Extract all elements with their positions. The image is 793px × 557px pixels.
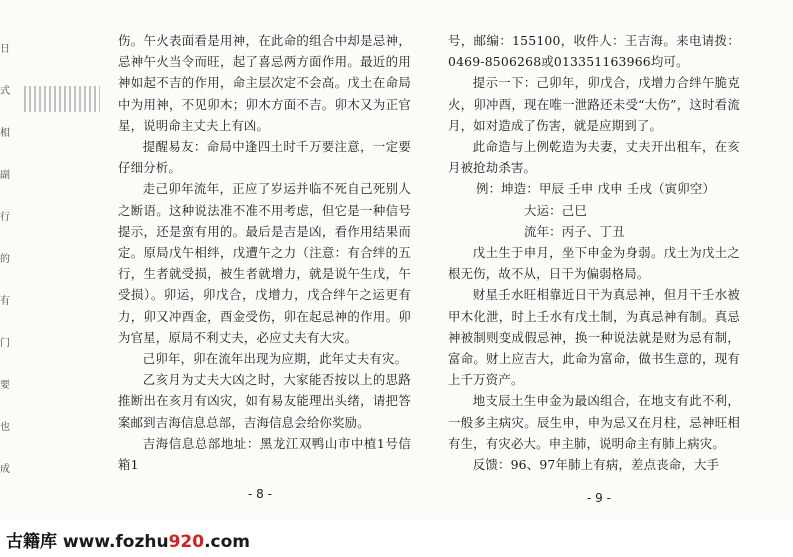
scan-smudge bbox=[24, 86, 100, 112]
gutter-char: 门 bbox=[0, 338, 10, 349]
paragraph: 地支辰土生申金为最凶组合，在地支有此不利，一般多主病灾。辰生申，申为忌又在月柱，忌神旺相有生，有灾必大。申主肺，说明命主有肺上病灾。 bbox=[448, 393, 740, 451]
page-number-right: - 9 - bbox=[587, 491, 611, 505]
gutter-char: 的 bbox=[0, 254, 10, 265]
gutter-char: 式 bbox=[0, 86, 10, 97]
gutter-char: 日 bbox=[0, 44, 10, 55]
paragraph: 走己卯年流年，正应了岁运并临不死自己死别人之断语。这种说法准不准不用考虑，但它是一种信号提示，还是蛮有用的。最后是吉是凶，看作用结果而定。原局戊午相绊，戊遭午之力（注意：有合绊的五行，生者就受损，被生者就增力，就是说午生戊，午受损）。卯运，卯戊合，戊增力，戊合绊午之运更有力，卯又冲酉金，酉金受伤，卯在起忌神的作用。卯为官星，原局不利丈夫，必应丈夫有大灾。 bbox=[118, 181, 411, 345]
paragraph: 号，邮编：155100，收件人：王吉海。来电请拨：0469-8506268或013351163966均可。 bbox=[448, 33, 740, 70]
left-page bbox=[118, 30, 411, 475]
gutter-char: 要 bbox=[0, 380, 10, 391]
liunian-line: 流年：丙子、丁丑 bbox=[524, 223, 625, 239]
paragraph: 此命造与上例乾造为夫妻，丈夫开出租车，在亥月被抢劫杀害。 bbox=[448, 139, 740, 176]
paragraph: 戊土生于申月，坐下申金为身弱。戊土为戊土之根无伤，故不从，日干为偏弱格局。 bbox=[448, 245, 740, 282]
gutter-char: 副 bbox=[0, 170, 10, 181]
site-prefix: www.fozhu bbox=[62, 532, 169, 552]
brand-name: 古籍库 bbox=[6, 532, 57, 552]
paragraph: 反馈：96、97年肺上有病，差点丧命，大手 bbox=[472, 457, 720, 473]
paragraph: 己卯年，卯在流年出现为应期，此年丈夫有灾。 bbox=[142, 351, 408, 367]
right-page bbox=[448, 30, 740, 475]
gutter-char: 行 bbox=[0, 212, 10, 223]
gutter-char: 有 bbox=[0, 296, 10, 307]
paragraph: 提醒易友：命局中逢四土时千万要注意，一定要仔细分析。 bbox=[118, 139, 411, 176]
paragraph: 提示一下：己卯年，卯戊合，戊增力合绊午脆克火，卯冲酉，现在唯一泄路还未受“大伤”，这时看流月，如对造成了伤害，就是应期到了。 bbox=[448, 75, 740, 133]
site-watermark bbox=[6, 527, 250, 552]
four-pillars-block bbox=[448, 178, 740, 242]
page-number-left: - 8 - bbox=[248, 487, 272, 501]
gutter-char: 也 bbox=[0, 422, 10, 433]
site-suffix: .com bbox=[204, 532, 251, 552]
paragraph: 吉海信息总部地址：黑龙江双鸭山市中植1号信箱1 bbox=[118, 435, 411, 473]
dayun-line: 大运：己巳 bbox=[524, 202, 587, 218]
left-margin-bleed-through bbox=[0, 40, 22, 502]
paragraph: 乙亥月为丈夫大凶之时，大家能否按以上的思路推断出在亥月有凶灾，如有易友能理出头绪，请把答案邮到吉海信息总部，吉海信息会给你奖励。 bbox=[118, 372, 411, 430]
paragraph: 伤。午火表面看是用神，在此命的组合中却是忌神，忌神午火当令而旺，起了喜忌两方面作用。最近的用神如起不吉的作用，命主层次定不会高。戊土在命局中为用神，不见卯木；卯木方面不吉。卯木又为正官星，说明命主丈夫上有凶。 bbox=[118, 33, 411, 133]
kun-chart-line: 例：坤造：甲辰 壬申 戊申 壬戌（寅卯空） bbox=[476, 181, 716, 197]
site-number: 920 bbox=[168, 532, 205, 552]
paragraph: 财星壬水旺相靠近日干为真忌神，但月干壬水被甲木化泄，时上壬水有戊土制，为真忌神有制。真忌神被制则变成假忌神，换一种说法就是财为忌有制，富命。财上应吉大，此命为富命，做书生意的，现有上千万资产。 bbox=[448, 287, 740, 388]
gutter-char: 成 bbox=[0, 464, 10, 475]
gutter-char: 相 bbox=[0, 128, 10, 139]
